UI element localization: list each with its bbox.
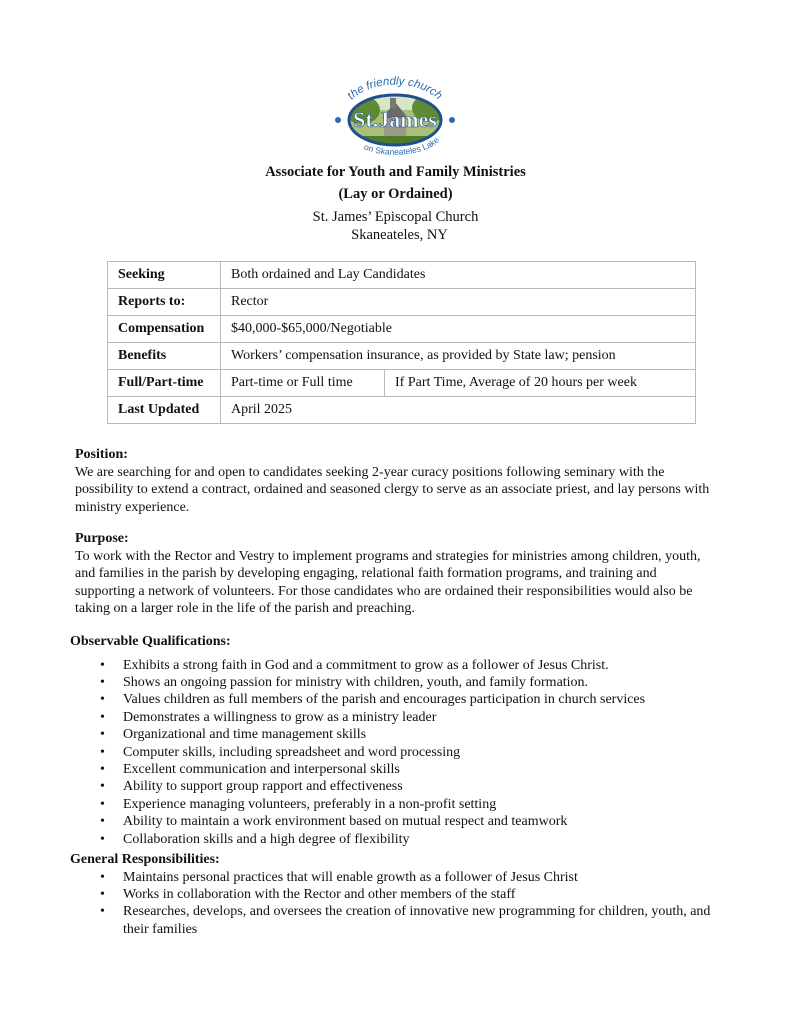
job-title: Associate for Youth and Family Ministries xyxy=(265,164,526,180)
reports-label: Reports to: xyxy=(108,289,221,316)
qualifications-list xyxy=(70,657,720,848)
last-updated-value: April 2025 xyxy=(221,397,696,424)
purpose-section xyxy=(75,530,715,618)
list-item: • Excellent communication and interpersonal skills xyxy=(70,761,720,778)
full-part-time-label: Full/Part-time xyxy=(108,370,221,397)
table-row xyxy=(108,370,696,397)
purpose-text: To work with the Rector and Vestry to implement programs and strategies for ministries among children, youth, and families in the parish by developing engaging, relational faith formation programs, and training and supporting a network of volunteers. For those candidates who are ordained their responsibilities would also be taking on a larger role in the life of the parish and preaching. xyxy=(75,548,701,616)
table-row xyxy=(108,289,696,316)
church-logo xyxy=(322,72,468,164)
seeking-label: Seeking xyxy=(108,262,221,289)
seeking-value: Both ordained and Lay Candidates xyxy=(221,262,696,289)
benefits-label: Benefits xyxy=(108,343,221,370)
list-item: • Collaboration skills and a high degree of flexibility xyxy=(70,831,720,848)
responsibilities-heading: General Responsibilities: xyxy=(70,852,220,867)
table-row xyxy=(108,343,696,370)
list-item: • Values children as full members of the parish and encourages participation in church services xyxy=(70,691,720,708)
table-row xyxy=(108,397,696,424)
qualifications-section xyxy=(70,633,720,848)
list-item: • Organizational and time management skills xyxy=(70,726,720,743)
responsibilities-list xyxy=(70,869,720,939)
list-item: • Maintains personal practices that will enable growth as a follower of Jesus Christ xyxy=(70,869,720,886)
purpose-heading: Purpose: xyxy=(75,531,129,546)
list-item: • Ability to maintain a work environment based on mutual respect and teamwork xyxy=(70,813,720,830)
list-item: • Exhibits a strong faith in God and a commitment to grow as a follower of Jesus Christ. xyxy=(70,657,720,674)
list-item: • Ability to support group rapport and effectiveness xyxy=(70,778,720,795)
benefits-value: Workers’ compensation insurance, as provided by State law; pension xyxy=(221,343,696,370)
logo-bottom-text: on Skaneateles Lake xyxy=(362,134,441,157)
list-item: • Shows an ongoing passion for ministry with children, youth, and family formation. xyxy=(70,674,720,691)
responsibilities-section xyxy=(70,851,720,938)
list-item: • Experience managing volunteers, preferably in a non-profit setting xyxy=(70,796,720,813)
logo-name: St.James xyxy=(353,107,437,132)
list-item: • Works in collaboration with the Rector and other members of the staff xyxy=(70,886,720,903)
compensation-value: $40,000-$65,000/Negotiable xyxy=(221,316,696,343)
reports-value: Rector xyxy=(221,289,696,316)
full-part-time-value: Part-time or Full time xyxy=(221,370,385,397)
job-info-table xyxy=(107,261,696,424)
table-row xyxy=(108,316,696,343)
church-name: St. James’ Episcopal Church xyxy=(312,209,479,225)
church-location: Skaneateles, NY xyxy=(351,227,448,243)
list-item: • Computer skills, including spreadsheet and word processing xyxy=(70,744,720,761)
compensation-label: Compensation xyxy=(108,316,221,343)
position-text: We are searching for and open to candidates seeking 2-year curacy positions following seminary with the possibility to extend a contract, ordained and seasoned clergy to serve as an associate priest, and lay persons with ministry experience. xyxy=(75,464,710,515)
list-item: • Researches, develops, and oversees the creation of innovative new programming for children, youth, and their families xyxy=(70,903,713,938)
list-item: • Demonstrates a willingness to grow as a ministry leader xyxy=(70,709,720,726)
last-updated-label: Last Updated xyxy=(108,397,221,424)
table-row xyxy=(108,262,696,289)
job-title-qualifier: (Lay or Ordained) xyxy=(338,186,453,202)
logo-arc-text: the friendly church xyxy=(345,75,445,103)
part-time-hours-value: If Part Time, Average of 20 hours per week xyxy=(385,370,696,397)
position-section xyxy=(75,446,715,516)
qualifications-heading: Observable Qualifications: xyxy=(70,634,231,649)
position-heading: Position: xyxy=(75,447,128,462)
